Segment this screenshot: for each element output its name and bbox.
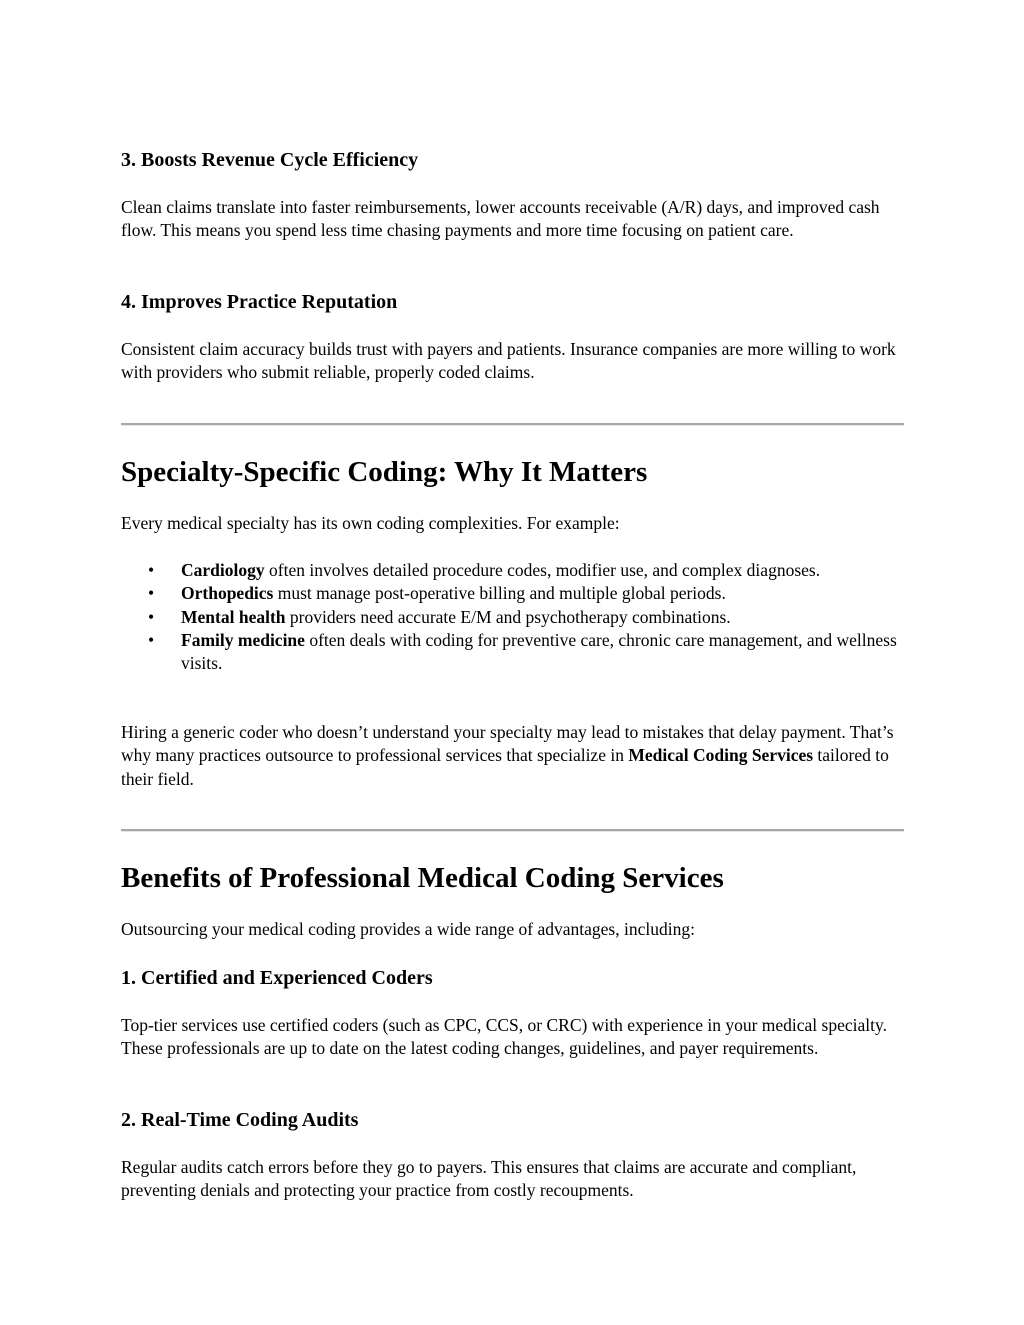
list-item-text: providers need accurate E/M and psychotherapy combinations. xyxy=(285,606,731,627)
paragraph-coding-audits: Regular audits catch errors before they go to payers. This ensures that claims are accurate and compliant, preventing denials and protecting your practice from costly recoupments. xyxy=(121,1157,857,1201)
list-item-text: often deals with coding for preventive care, chronic care management, and wellness visits. xyxy=(181,629,897,674)
paragraph-specialty-intro: Every medical specialty has its own coding complexities. For example: xyxy=(121,513,620,533)
paragraph-practice-reputation: Consistent claim accuracy builds trust with payers and patients. Insurance companies are more willing to work with providers who submit reliable, properly coded claims. xyxy=(121,339,896,383)
list-item-text: must manage post-operative billing and multiple global periods. xyxy=(273,583,726,604)
list-item xyxy=(121,582,904,605)
closing-text: Hiring a generic coder who doesn’t understand your specialty may lead to mistakes that delay payment. That’s why many practices outsource to professional services that specialize in xyxy=(121,722,894,766)
specialty-list xyxy=(121,559,904,675)
list-item-term: Mental health xyxy=(181,606,286,627)
list-item xyxy=(121,606,904,629)
heading-coding-audits: 2. Real-Time Coding Audits xyxy=(121,1109,359,1131)
heading-boosts-revenue: 3. Boosts Revenue Cycle Efficiency xyxy=(121,149,419,171)
heading-professional-benefits: Benefits of Professional Medical Coding Services xyxy=(121,862,724,894)
heading-practice-reputation: 4. Improves Practice Reputation xyxy=(121,291,398,313)
paragraph-certified-coders: Top-tier services use certified coders (such as CPC, CCS, or CRC) with experience in your medical specialty. These professionals are up to date on the latest coding changes, guidelines, and payer requirements. xyxy=(121,1015,887,1059)
heading-specialty-coding: Specialty-Specific Coding: Why It Matters xyxy=(121,456,648,488)
list-item-term: Cardiology xyxy=(181,560,265,580)
list-item xyxy=(121,629,904,676)
bullet-icon: • xyxy=(148,606,155,627)
paragraph-specialty-closing xyxy=(121,721,904,791)
bullet-icon: • xyxy=(148,629,155,650)
bullet-icon: • xyxy=(148,560,155,580)
heading-certified-coders: 1. Certified and Experienced Coders xyxy=(121,967,433,989)
list-item xyxy=(121,559,904,582)
list-item-text: often involves detailed procedure codes, modifier use, and complex diagnoses. xyxy=(264,560,821,580)
horizontal-rule xyxy=(121,829,904,832)
closing-bold-link-text: Medical Coding Services xyxy=(628,745,814,766)
bullet-icon: • xyxy=(148,583,155,604)
closing-tail: tailored to their field. xyxy=(121,745,889,789)
list-item-term: Family medicine xyxy=(181,629,305,650)
paragraph-professional-intro: Outsourcing your medical coding provides a wide range of advantages, including: xyxy=(121,919,695,939)
horizontal-rule xyxy=(121,423,904,426)
list-item-term: Orthopedics xyxy=(181,583,274,604)
paragraph-boosts-revenue: Clean claims translate into faster reimbursements, lower accounts receivable (A/R) days, and improved cash flow. This means you spend less time chasing payments and more time focusing on patient care. xyxy=(121,197,880,241)
